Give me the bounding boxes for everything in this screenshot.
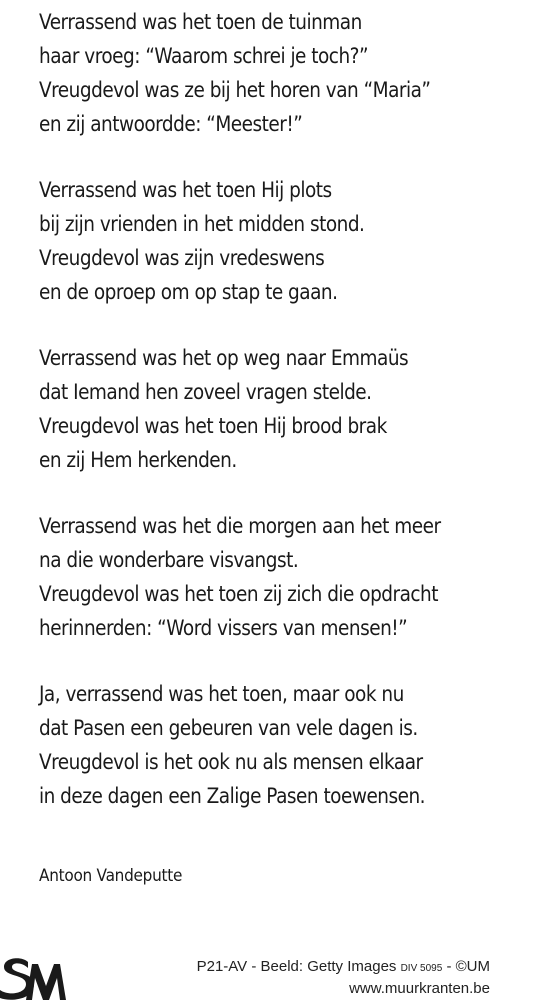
poem-line: en zij Hem herkenden.	[39, 448, 237, 473]
poem-line: en zij antwoordde: “Meester!”	[39, 112, 303, 137]
poem-line: dat Pasen een gebeuren van vele dagen is.	[39, 716, 418, 741]
poem-line: herinnerden: “Word vissers van mensen!”	[39, 616, 408, 641]
poem-line: na die wonderbare visvangst.	[39, 548, 299, 573]
stanza-1	[39, 6, 529, 142]
poem-line: Verrassend was het die morgen aan het meer	[39, 514, 441, 539]
poem-line: Vreugdevol was het toen zij zich die opdracht	[39, 582, 438, 607]
poem-line: Vreugdevol was zijn vredeswens	[39, 246, 325, 271]
credit-line	[140, 957, 490, 979]
credit-suffix: - ©UM	[442, 958, 490, 975]
poem-line: en de oproep om op stap te gaan.	[39, 280, 338, 305]
poem-line: Ja, verrassend was het toen, maar ook nu	[39, 682, 404, 707]
website-link[interactable]: www.muurkranten.be	[349, 980, 490, 997]
stanza-4	[39, 510, 529, 646]
stanza-2	[39, 174, 529, 310]
poem-line: in deze dagen een Zalige Pasen toewensen.	[39, 784, 426, 809]
poem-line: dat Iemand hen zoveel vragen stelde.	[39, 380, 372, 405]
poem-line: haar vroeg: “Waarom schrei je toch?”	[39, 44, 369, 69]
um-logo-icon	[0, 952, 66, 1000]
footer	[140, 957, 490, 999]
poem-line: Verrassend was het op weg naar Emmaüs	[39, 346, 409, 371]
poem-line: bij zijn vrienden in het midden stond.	[39, 212, 365, 237]
stanza-3	[39, 342, 529, 478]
poem-line: Vreugdevol is het ook nu als mensen elkaar	[39, 750, 423, 775]
poem	[39, 6, 529, 846]
poem-line: Vreugdevol was ze bij het horen van “Maria”	[39, 78, 431, 103]
stanza-5	[39, 678, 529, 814]
credit-prefix: P21-AV - Beeld: Getty Images	[196, 958, 401, 975]
credit-code: DIV 5095	[400, 963, 443, 974]
poem-line: Verrassend was het toen Hij plots	[39, 178, 332, 203]
poem-line: Verrassend was het toen de tuinman	[39, 10, 362, 35]
poem-line: Vreugdevol was het toen Hij brood brak	[39, 414, 387, 439]
author-name: Antoon Vandeputte	[39, 866, 183, 886]
